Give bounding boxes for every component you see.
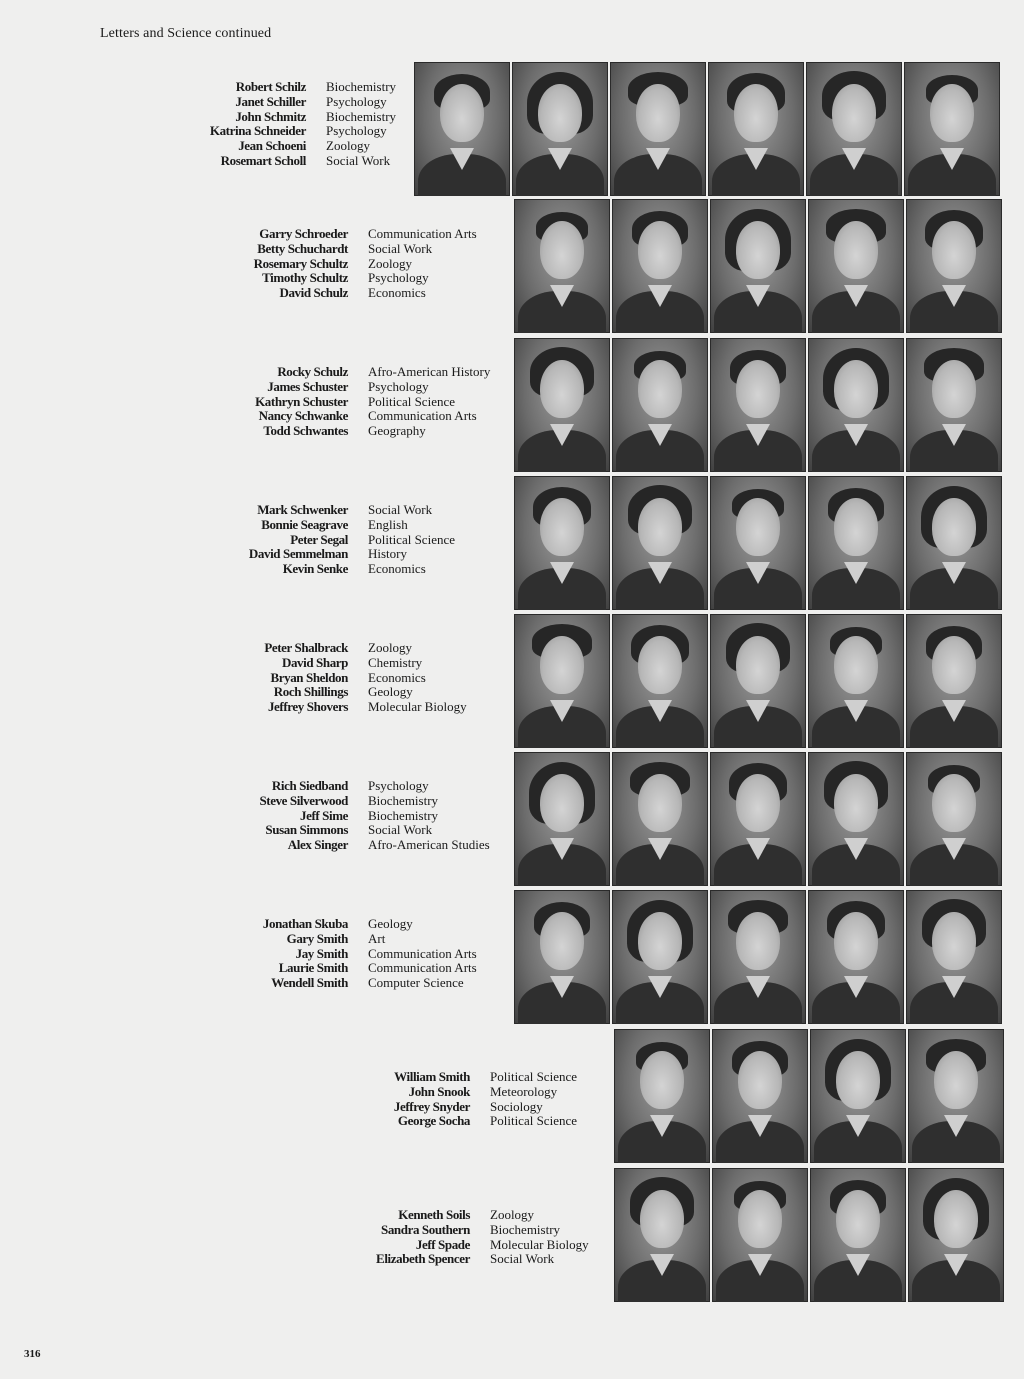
portrait-face: [932, 636, 976, 694]
portrait-face: [834, 221, 878, 279]
student-portrait: [710, 614, 806, 748]
student-major: Social Work: [490, 1251, 555, 1267]
student-name: Bryan Sheldon: [270, 669, 348, 685]
student-name: Robert Schilz: [235, 79, 306, 94]
student-major: Biochemistry: [368, 807, 439, 823]
student-major: Zoology: [368, 640, 413, 655]
student-name: Laurie Smith: [278, 960, 348, 976]
portrait-face: [540, 221, 584, 279]
student-name: William Smith: [394, 1069, 470, 1084]
student-name: Rocky Schulz: [277, 364, 348, 379]
portrait-face: [540, 774, 584, 832]
student-name: Wendell Smith: [271, 975, 348, 991]
student-name: John Schmitz: [235, 108, 306, 124]
student-portrait: [514, 338, 610, 472]
student-major: Psychology: [368, 270, 429, 286]
student-portrait: [808, 476, 904, 610]
student-major: Communication Arts: [368, 945, 477, 961]
student-major: Chemistry: [368, 654, 423, 670]
portrait-face: [440, 84, 484, 142]
name-column: [394, 1070, 470, 1129]
student-portrait: [810, 1029, 906, 1163]
student-major: Molecular Biology: [368, 699, 467, 715]
portrait-face: [834, 498, 878, 556]
student-name: Kathryn Schuster: [255, 393, 348, 409]
student-major: Meteorology: [490, 1083, 558, 1099]
portrait-face: [736, 774, 780, 832]
portrait-face: [638, 774, 682, 832]
portrait-face: [836, 1051, 880, 1109]
student-name: Janet Schiller: [235, 93, 306, 109]
student-major: Geology: [368, 684, 413, 700]
student-portrait: [806, 62, 902, 196]
student-portrait: [710, 199, 806, 333]
student-major: Social Work: [368, 502, 433, 517]
portrait-face: [636, 84, 680, 142]
student-major: Biochemistry: [490, 1221, 561, 1237]
student-major: Geography: [368, 423, 426, 439]
student-major: Zoology: [368, 255, 413, 271]
student-major: Political Science: [368, 531, 456, 547]
student-name: Rosemart Scholl: [220, 152, 306, 168]
student-portrait: [906, 476, 1002, 610]
portrait-face: [638, 360, 682, 418]
student-portrait: [712, 1168, 808, 1302]
major-column: [490, 1208, 589, 1267]
student-name: Jonathan Skuba: [262, 916, 348, 931]
student-major: Political Science: [490, 1069, 578, 1084]
portrait-face: [932, 912, 976, 970]
student-portrait: [514, 890, 610, 1024]
student-major: Economics: [368, 285, 426, 301]
major-column: [368, 503, 455, 577]
student-portrait: [614, 1168, 710, 1302]
portrait-face: [640, 1190, 684, 1248]
student-major: Molecular Biology: [490, 1236, 589, 1252]
portrait-face: [736, 636, 780, 694]
student-major: History: [368, 546, 407, 562]
student-major: Afro-American History: [368, 364, 491, 379]
student-portrait: [514, 199, 610, 333]
student-portrait: [808, 338, 904, 472]
student-name: Rich Siedband: [271, 778, 348, 793]
student-name: Mark Schwenker: [257, 502, 348, 517]
portrait-face: [638, 636, 682, 694]
student-name: Steve Silverwood: [259, 792, 348, 808]
major-column: [368, 641, 467, 715]
student-portrait: [614, 1029, 710, 1163]
student-portrait: [612, 890, 708, 1024]
student-major: Art: [368, 930, 386, 946]
student-major: Biochemistry: [368, 792, 439, 808]
student-name: David Schulz: [279, 285, 348, 301]
student-portrait: [908, 1168, 1004, 1302]
portrait-face: [932, 221, 976, 279]
student-portrait: [908, 1029, 1004, 1163]
student-major: Biochemistry: [326, 79, 397, 94]
student-major: Psychology: [326, 93, 387, 109]
portrait-face: [932, 774, 976, 832]
student-name: Susan Simmons: [265, 822, 348, 838]
portrait-face: [932, 360, 976, 418]
name-column: [263, 917, 348, 991]
student-major: English: [368, 516, 408, 532]
portrait-face: [734, 84, 778, 142]
student-major: Psychology: [368, 378, 429, 394]
student-major: Economics: [368, 561, 426, 577]
student-major: Zoology: [326, 138, 371, 154]
portrait-face: [638, 498, 682, 556]
major-column: [368, 917, 477, 991]
student-portrait: [708, 62, 804, 196]
student-portrait: [610, 62, 706, 196]
student-major: Political Science: [368, 393, 456, 409]
name-column: [255, 365, 348, 439]
student-name: Garry Schroeder: [259, 226, 348, 241]
student-portrait: [808, 614, 904, 748]
student-portrait: [906, 890, 1002, 1024]
portrait-face: [834, 360, 878, 418]
portrait-face: [540, 636, 584, 694]
portrait-face: [934, 1190, 978, 1248]
student-major: Geology: [368, 916, 413, 931]
student-name: Jeffrey Shovers: [267, 699, 348, 715]
student-name: Kenneth Soils: [398, 1207, 470, 1222]
student-name: Katrina Schneider: [209, 123, 306, 139]
student-portrait: [414, 62, 510, 196]
major-column: [326, 80, 396, 169]
student-name: Kevin Senke: [282, 561, 348, 577]
name-column: [210, 80, 306, 169]
portrait-face: [932, 498, 976, 556]
major-column: [368, 365, 490, 439]
student-name: Alex Singer: [287, 837, 348, 853]
student-major: Social Work: [368, 822, 433, 838]
portrait-face: [736, 360, 780, 418]
page-number: 316: [24, 1348, 41, 1360]
name-column: [249, 503, 348, 577]
page-header: Letters and Science continued: [100, 26, 272, 41]
major-column: [368, 227, 477, 301]
portrait-face: [736, 912, 780, 970]
student-major: Communication Arts: [368, 960, 477, 976]
student-name: Jay Smith: [295, 945, 348, 961]
student-major: Computer Science: [368, 975, 464, 991]
portrait-face: [540, 498, 584, 556]
student-portrait: [514, 752, 610, 886]
name-column: [376, 1208, 470, 1267]
student-name: David Semmelman: [248, 546, 348, 562]
portrait-face: [930, 84, 974, 142]
student-name: Timothy Schultz: [262, 270, 348, 286]
portrait-face: [540, 360, 584, 418]
portrait-face: [834, 636, 878, 694]
student-major: Zoology: [490, 1207, 535, 1222]
student-portrait: [710, 752, 806, 886]
student-name: Jeff Spade: [415, 1236, 470, 1252]
major-column: [368, 779, 490, 853]
student-name: Jean Schoeni: [238, 138, 306, 154]
student-name: James Schuster: [267, 378, 348, 394]
name-column: [254, 227, 348, 301]
student-portrait: [514, 476, 610, 610]
student-name: John Snook: [408, 1083, 470, 1099]
student-name: Betty Schuchardt: [257, 240, 348, 256]
student-portrait: [710, 476, 806, 610]
portrait-face: [834, 774, 878, 832]
student-portrait: [612, 199, 708, 333]
portrait-face: [832, 84, 876, 142]
student-portrait: [906, 338, 1002, 472]
student-portrait: [906, 752, 1002, 886]
portrait-face: [836, 1190, 880, 1248]
student-portrait: [712, 1029, 808, 1163]
student-portrait: [808, 890, 904, 1024]
portrait-face: [738, 1051, 782, 1109]
student-name: Elizabeth Spencer: [376, 1251, 470, 1267]
student-major: Communication Arts: [368, 408, 477, 424]
student-major: Economics: [368, 669, 426, 685]
student-name: Gary Smith: [286, 930, 348, 946]
student-portrait: [512, 62, 608, 196]
portrait-face: [640, 1051, 684, 1109]
student-portrait: [810, 1168, 906, 1302]
student-portrait: [514, 614, 610, 748]
student-portrait: [612, 752, 708, 886]
student-name: David Sharp: [281, 654, 348, 670]
student-name: George Socha: [397, 1113, 470, 1129]
name-column: [259, 779, 348, 853]
student-portrait: [612, 614, 708, 748]
major-column: [490, 1070, 577, 1129]
student-portrait: [710, 890, 806, 1024]
student-name: Bonnie Seagrave: [261, 516, 348, 532]
student-portrait: [612, 476, 708, 610]
student-major: Biochemistry: [326, 108, 397, 124]
student-major: Psychology: [326, 123, 387, 139]
student-name: Peter Segal: [290, 531, 348, 547]
student-name: Peter Shalbrack: [264, 640, 348, 655]
student-name: Nancy Schwanke: [258, 408, 348, 424]
portrait-face: [736, 221, 780, 279]
student-name: Roch Shillings: [273, 684, 348, 700]
student-name: Sandra Southern: [381, 1221, 470, 1237]
portrait-face: [934, 1051, 978, 1109]
portrait-face: [638, 912, 682, 970]
student-portrait: [904, 62, 1000, 196]
student-name: Jeff Sime: [299, 807, 348, 823]
student-major: Sociology: [490, 1098, 543, 1114]
portrait-face: [538, 84, 582, 142]
portrait-face: [738, 1190, 782, 1248]
student-portrait: [808, 752, 904, 886]
student-portrait: [710, 338, 806, 472]
student-major: Afro-American Studies: [368, 837, 490, 853]
student-portrait: [808, 199, 904, 333]
portrait-face: [736, 498, 780, 556]
student-major: Psychology: [368, 778, 429, 793]
student-portrait: [906, 199, 1002, 333]
student-name: Rosemary Schultz: [253, 255, 348, 271]
portrait-face: [834, 912, 878, 970]
student-name: Jeffrey Snyder: [393, 1098, 470, 1114]
student-portrait: [612, 338, 708, 472]
student-portrait: [906, 614, 1002, 748]
student-major: Political Science: [490, 1113, 578, 1129]
student-major: Communication Arts: [368, 226, 477, 241]
portrait-face: [638, 221, 682, 279]
student-name: Todd Schwantes: [263, 423, 348, 439]
student-major: Social Work: [368, 240, 433, 256]
portrait-face: [540, 912, 584, 970]
student-major: Social Work: [326, 152, 391, 168]
name-column: [264, 641, 348, 715]
